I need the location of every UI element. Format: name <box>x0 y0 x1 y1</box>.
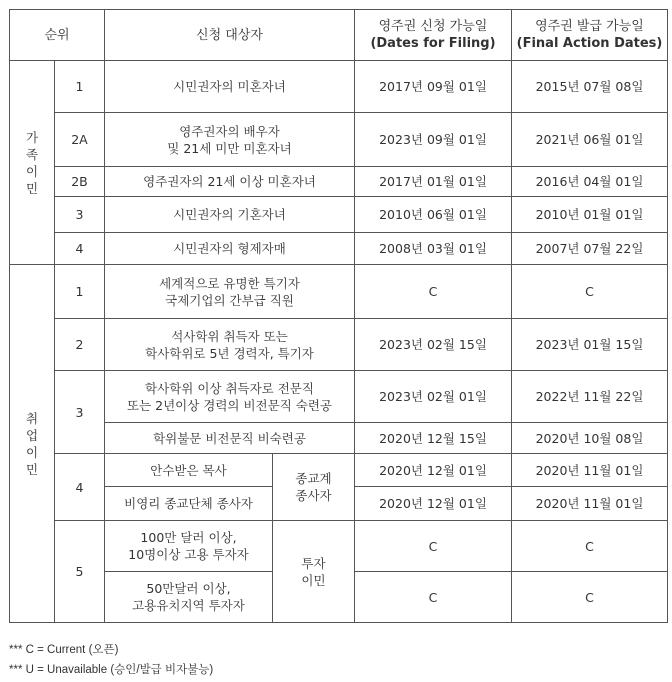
rank-cell: 5 <box>55 521 105 623</box>
applicant-line: 영주권자의 배우자 <box>179 123 280 139</box>
applicant-line: 국제기업의 간부급 직원 <box>165 292 294 308</box>
applicant-line: 학사학위 이상 취득자로 전문직 <box>145 380 314 396</box>
final-date-cell: 2022년 11월 22일 <box>512 371 668 423</box>
group-char: 민 <box>25 180 39 196</box>
filing-date-cell: 2008년 03월 01일 <box>355 233 512 265</box>
applicant-cell <box>105 521 273 572</box>
rank-cell: 1 <box>55 61 105 113</box>
applicant-cell: 영주권자의 21세 이상 미혼자녀 <box>105 167 355 197</box>
visa-bulletin-table <box>9 9 668 623</box>
header-rank: 순위 <box>10 10 105 61</box>
category-line: 투자 <box>301 555 326 571</box>
header-final-en: (Final Action Dates) <box>516 36 663 51</box>
rank-cell: 3 <box>55 371 105 454</box>
category-cell <box>273 454 355 521</box>
rank-cell: 1 <box>55 265 105 319</box>
family-group-label <box>10 61 55 265</box>
applicant-line: 고용유치지역 투자자 <box>132 598 245 613</box>
group-char: 민 <box>25 461 39 477</box>
applicant-line: 50만달러 이상, <box>146 581 231 596</box>
filing-date-cell: C <box>355 265 512 319</box>
employment-group-label <box>10 265 55 623</box>
table-row <box>10 265 668 319</box>
rank-cell: 3 <box>55 197 105 233</box>
final-date-cell: 2020년 10월 08일 <box>512 423 668 454</box>
category-line: 이민 <box>301 572 326 588</box>
final-date-cell: 2021년 06월 01일 <box>512 113 668 167</box>
final-date-cell: 2015년 07월 08일 <box>512 61 668 113</box>
table-row <box>10 454 668 487</box>
category-line: 종교계 <box>295 471 332 486</box>
footnote-current: *** C = Current (오픈) <box>9 644 119 656</box>
applicant-line: 세계적으로 유명한 특기자 <box>159 275 300 291</box>
group-char: 업 <box>25 427 39 443</box>
rank-cell: 2B <box>55 167 105 197</box>
filing-date-cell: 2017년 09월 01일 <box>355 61 512 113</box>
final-date-cell: 2020년 11월 01일 <box>512 487 668 521</box>
table-row <box>10 113 668 167</box>
applicant-cell: 시민권자의 형제자매 <box>105 233 355 265</box>
applicant-cell <box>105 319 355 371</box>
table-row <box>10 521 668 572</box>
footnote-unavailable: *** U = Unavailable (승인/발급 비자불능) <box>9 664 214 676</box>
filing-date-cell: 2020년 12월 01일 <box>355 487 512 521</box>
applicant-cell: 시민권자의 미혼자녀 <box>105 61 355 113</box>
filing-date-cell: 2023년 02월 01일 <box>355 371 512 423</box>
group-char: 가 <box>25 129 39 145</box>
header-final-ko: 영주권 발급 가능일 <box>535 19 644 34</box>
filing-date-cell: C <box>355 521 512 572</box>
final-date-cell: 2016년 04월 01일 <box>512 167 668 197</box>
applicant-cell <box>105 572 273 623</box>
applicant-cell: 학위불문 비전문직 비숙련공 <box>105 423 355 454</box>
filing-date-cell: 2017년 01월 01일 <box>355 167 512 197</box>
group-char: 족 <box>25 146 39 162</box>
footnotes <box>9 640 213 680</box>
applicant-line: 학사학위로 5년 경력자, 특기자 <box>145 345 314 361</box>
category-line: 종사자 <box>295 488 332 503</box>
header-final <box>512 10 668 61</box>
filing-date-cell: 2023년 09월 01일 <box>355 113 512 167</box>
applicant-cell: 시민권자의 기혼자녀 <box>105 197 355 233</box>
table-row <box>10 371 668 423</box>
table-row <box>10 197 668 233</box>
group-char: 이 <box>25 163 39 179</box>
header-filing-ko: 영주권 신청 가능일 <box>378 19 488 34</box>
rank-cell: 4 <box>55 454 105 521</box>
applicant-cell <box>105 265 355 319</box>
table-row <box>10 233 668 265</box>
filing-date-cell: 2020년 12월 15일 <box>355 423 512 454</box>
final-date-cell: C <box>512 572 668 623</box>
group-char: 취 <box>25 410 39 426</box>
applicant-line: 100만 달러 이상, <box>140 530 237 545</box>
final-date-cell: 2007년 07월 22일 <box>512 233 668 265</box>
table-row <box>10 423 668 454</box>
rank-cell: 2 <box>55 319 105 371</box>
applicant-cell <box>105 371 355 423</box>
applicant-line: 석사학위 취득자 또는 <box>171 328 288 344</box>
group-char: 이 <box>25 444 39 460</box>
table-row <box>10 319 668 371</box>
final-date-cell: 2010년 01월 01일 <box>512 197 668 233</box>
header-filing-en: (Dates for Filing) <box>370 36 496 51</box>
table-row <box>10 167 668 197</box>
final-date-cell: 2020년 11월 01일 <box>512 454 668 487</box>
header-row <box>10 10 668 61</box>
filing-date-cell: 2023년 02월 15일 <box>355 319 512 371</box>
applicant-cell: 비영리 종교단체 종사자 <box>105 487 273 521</box>
rank-cell: 2A <box>55 113 105 167</box>
filing-date-cell: 2010년 06월 01일 <box>355 197 512 233</box>
final-date-cell: C <box>512 521 668 572</box>
applicant-line: 10명이상 고용 투자자 <box>128 547 249 562</box>
filing-date-cell: 2020년 12월 01일 <box>355 454 512 487</box>
applicant-line: 및 21세 미만 미혼자녀 <box>167 140 292 156</box>
header-filing <box>355 10 512 61</box>
applicant-cell: 안수받은 목사 <box>105 454 273 487</box>
table-row <box>10 61 668 113</box>
applicant-cell <box>105 113 355 167</box>
final-date-cell: 2023년 01월 15일 <box>512 319 668 371</box>
rank-cell: 4 <box>55 233 105 265</box>
final-date-cell: C <box>512 265 668 319</box>
header-applicant: 신청 대상자 <box>105 10 355 61</box>
filing-date-cell: C <box>355 572 512 623</box>
category-cell <box>273 521 355 623</box>
applicant-line: 또는 2년이상 경력의 비전문직 숙련공 <box>127 397 332 413</box>
